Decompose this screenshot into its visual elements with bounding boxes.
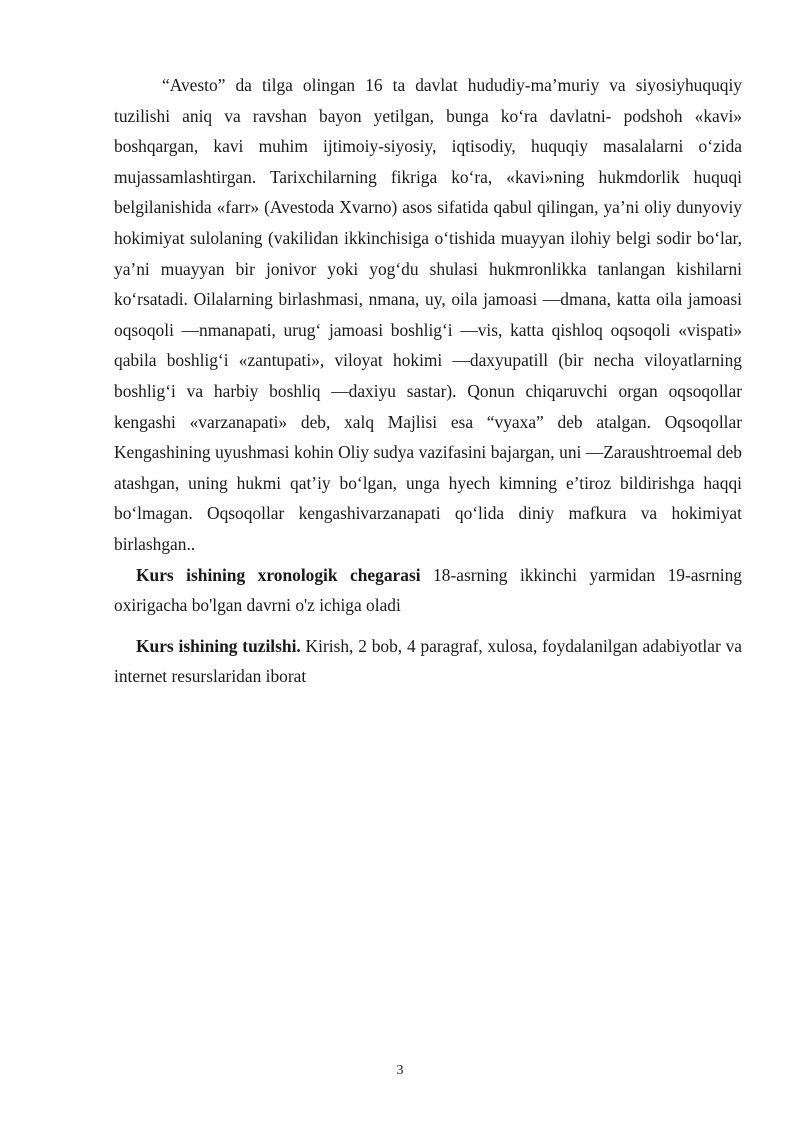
paragraph-avesto: “Avesto” da tilga olingan 16 ta davlat hududiy-ma’muriy va siyosiyhuquqiy tuzilishi aniq va ravshan bayon yetilgan, bunga ko‘ra davlatni- podshoh «kavi» boshqargan, kavi muhim ijtimoiy-siyosiy, iqtisodiy, huquqiy masalalarni o‘zida mujassamlashtirgan. Tarixchilarning fikriga ko‘ra, «kavi»ning hukmdorlik huquqi belgilanishida «farr» (Avestoda Xvarno) asos sifatida qabul qilingan, ya’ni oliy dunyoviy hokimiyat sulolaning (vakilidan ikkinchisiga o‘tishida muayyan ilohiy belgi sodir bo‘lar, ya’ni muayyan bir jonivor yoki yog‘du shulasi hukmronlikka tanlangan kishilarni ko‘rsatadi. Oilalarning birlashmasi, nmana, uy, oila jamoasi —dmana, katta oila jamoasi oqsoqoli —nmanapati, urug‘ jamoasi boshlig‘i —vis, katta qishloq oqsoqoli «vispati» qabila boshlig‘i «zantupati», viloyat hokimi —daxyupatill (bir necha viloyatlarning boshlig‘i va harbiy boshliq —daxiyu sastar). Qonun chiqaruvchi organ oqsoqollar kengashi «varzanapati» deb, xalq Majlisi esa “vyaxa” deb atalgan. Oqsoqollar Kengashining uyushmasi kohin Oliy sudya vazifasini bajargan, uni —Zaraushtroemal deb atashgan, uning hukmi qat’iy bo‘lgan, unga hyech kimning e’tiroz bildirishga haqqi bo‘lmagan. Oqsoqollar kengashivarzanapati qo‘lida diniy mafkura va hokimiyat birlashgan.. — [114, 75, 742, 554]
paragraph-structure — [114, 631, 742, 692]
structure-heading: Kurs ishining tuzilshi. — [136, 635, 301, 656]
page-body — [114, 70, 742, 692]
paragraph-chronology — [114, 560, 742, 621]
structure-text: Kirish, 2 bob, 4 paragraf, xulosa, foydalanilgan adabiyotlar va internet resurslaridan iborat — [114, 635, 742, 687]
chronology-heading: Kurs ishining xronologik chegarasi — [136, 564, 421, 585]
chronology-text: 18-asrning ikkinchi yarmidan 19-asrning oxirigacha bo'lgan davrni o'z ichiga oladi — [114, 564, 742, 616]
page-number: 3 — [396, 1063, 404, 1078]
